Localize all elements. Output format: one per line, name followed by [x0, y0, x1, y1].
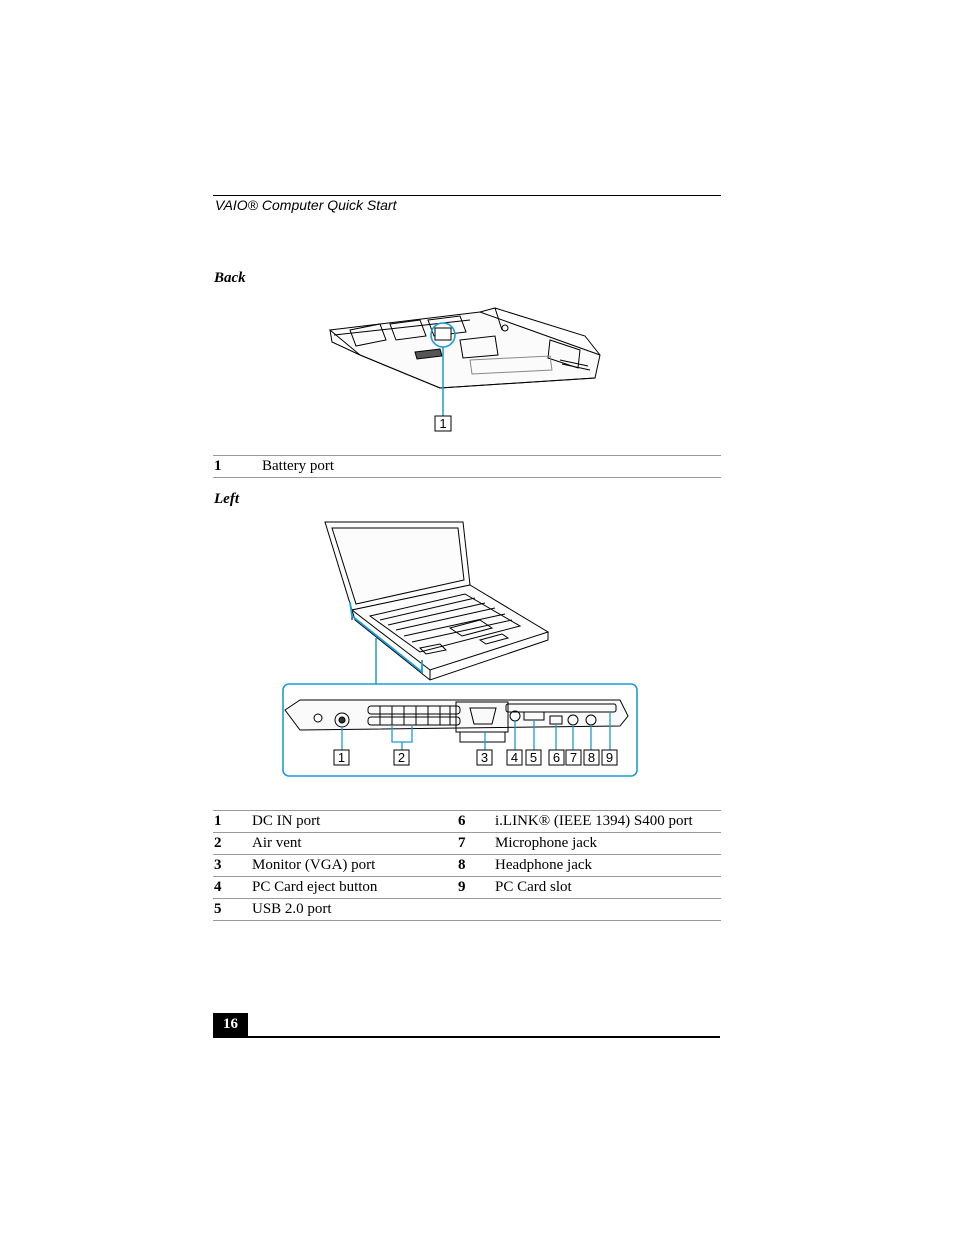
legend-label: Monitor (VGA) port: [252, 855, 458, 877]
table-row: [213, 811, 721, 833]
callout-number: 9: [605, 750, 614, 765]
legend-label: PC Card slot: [495, 877, 721, 899]
legend-label: i.LINK® (IEEE 1394) S400 port: [495, 811, 721, 833]
table-row: [213, 899, 721, 921]
legend-label: Microphone jack: [495, 833, 721, 855]
left-view-illustration: [280, 520, 642, 780]
legend-number: 5: [213, 899, 252, 921]
back-view-illustration: [320, 300, 610, 435]
callout-number: 2: [397, 750, 406, 765]
left-heading: Left: [214, 491, 239, 507]
legend-number: 6: [458, 811, 495, 833]
callout-number: 8: [587, 750, 596, 765]
legend-label: Headphone jack: [495, 855, 721, 877]
legend-label: USB 2.0 port: [252, 899, 458, 921]
legend-number: 1: [213, 456, 262, 478]
legend-number: 9: [458, 877, 495, 899]
callout-number: 1: [439, 416, 447, 431]
legend-number: 8: [458, 855, 495, 877]
callout-number: 3: [480, 750, 489, 765]
back-legend-table: [213, 455, 721, 478]
table-row: [213, 877, 721, 899]
legend-number: 3: [213, 855, 252, 877]
footer-rule: [213, 1036, 720, 1038]
legend-number: 1: [213, 811, 252, 833]
legend-label: Air vent: [252, 833, 458, 855]
table-row: [213, 456, 721, 478]
legend-number: [458, 899, 495, 921]
callout-number: 4: [510, 750, 519, 765]
left-legend-table: [213, 810, 721, 921]
legend-label: PC Card eject button: [252, 877, 458, 899]
legend-number: 2: [213, 833, 252, 855]
callout-number: 1: [337, 750, 346, 765]
header-rule: [213, 195, 721, 196]
table-row: [213, 833, 721, 855]
legend-number: 4: [213, 877, 252, 899]
legend-label: Battery port: [262, 456, 721, 478]
callout-number: 5: [529, 750, 538, 765]
table-row: [213, 855, 721, 877]
legend-label: [495, 899, 721, 921]
back-heading: Back: [214, 270, 246, 286]
callout-number: 7: [569, 750, 578, 765]
page-number: 16: [213, 1013, 248, 1036]
legend-label: DC IN port: [252, 811, 458, 833]
running-head: VAIO® Computer Quick Start: [215, 197, 397, 213]
legend-number: 7: [458, 833, 495, 855]
callout-number: 6: [552, 750, 561, 765]
